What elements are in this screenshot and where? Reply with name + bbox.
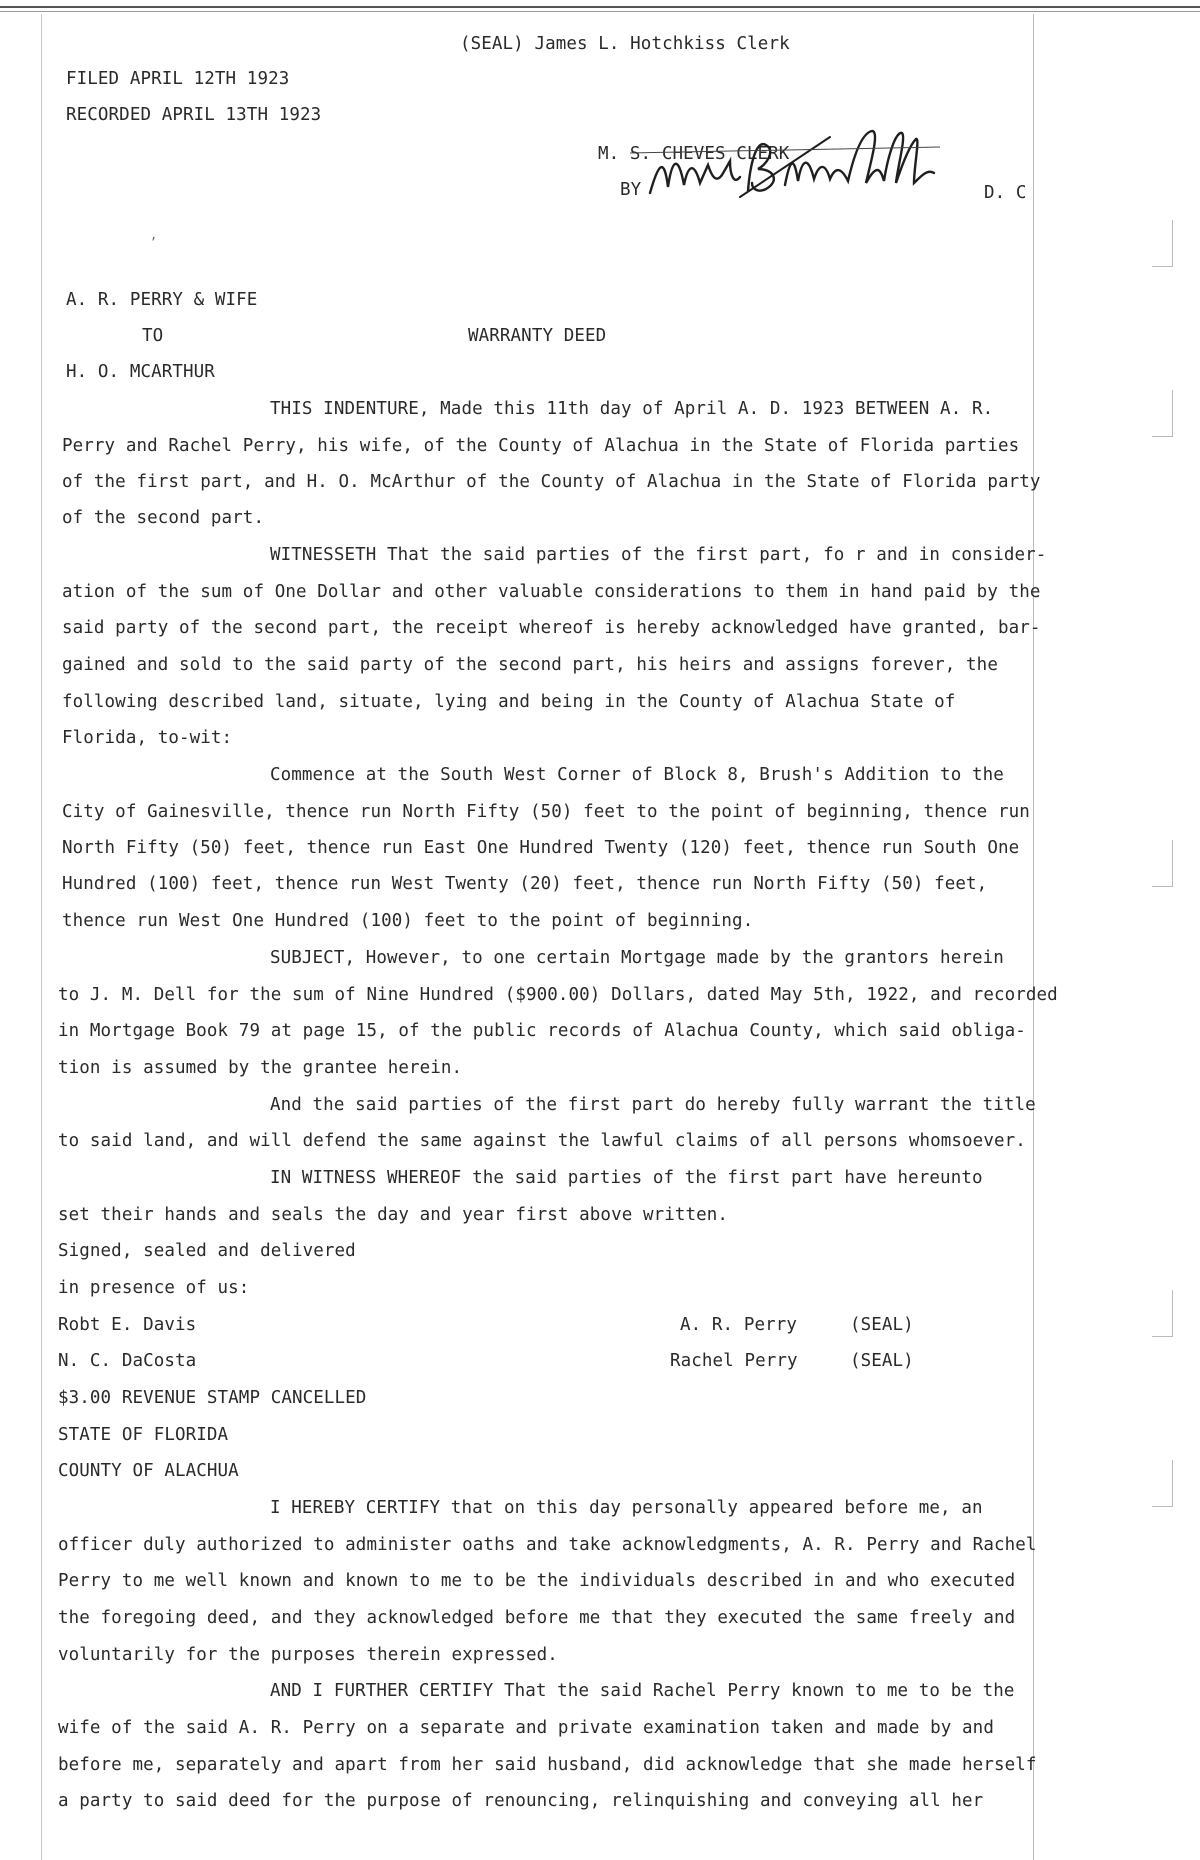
stray-mark: , (150, 228, 158, 242)
body-line: Hundred (100) feet, thence run West Twenty (20) feet, thence run North Fifty (50) feet, (62, 874, 988, 894)
right-margin-line (1033, 14, 1034, 1860)
grantor-name: A. R. PERRY & WIFE (66, 290, 258, 310)
certificate-line: AND I FURTHER CERTIFY That the said Rachel Perry known to me to be the (270, 1681, 1015, 1701)
body-line: And the said parties of the first part do hereby fully warrant the title (270, 1095, 1036, 1115)
body-line: in Mortgage Book 79 at page 15, of the public records of Alachua County, which said obliga- (58, 1021, 1026, 1041)
body-line: to said land, and will defend the same against the lawful claims of all persons whomsoever. (58, 1131, 1026, 1151)
state-venue: STATE OF FLORIDA (58, 1425, 229, 1445)
body-line: ation of the sum of One Dollar and other valuable considerations to them in hand paid by the (62, 582, 1041, 602)
body-line: gained and sold to the said party of the second part, his heirs and assigns forever, the (62, 655, 998, 675)
seal-clerk-line: (SEAL) James L. Hotchkiss Clerk (460, 34, 790, 54)
margin-tick (1152, 1290, 1173, 1337)
body-line: of the first part, and H. O. McArthur of the County of Alachua in the State of Florida party (62, 472, 1041, 492)
body-line: said party of the second part, the receipt whereof is hereby acknowledged have granted, bar- (62, 618, 1041, 638)
body-line: Commence at the South West Corner of Block 8, Brush's Addition to the (270, 765, 1004, 785)
witness-name: N. C. DaCosta (58, 1351, 197, 1371)
certificate-line: voluntarily for the purposes therein expressed. (58, 1645, 558, 1665)
certificate-line: the foregoing deed, and they acknowledged before me that they executed the same freely and (58, 1608, 1016, 1628)
seal-mark: (SEAL) (850, 1315, 914, 1335)
top-border-thin (0, 11, 1200, 12)
top-border (0, 6, 1200, 8)
by-label: BY (620, 180, 642, 200)
body-line: THIS INDENTURE, Made this 11th day of April A. D. 1923 BETWEEN A. R. (270, 399, 994, 419)
certificate-line: wife of the said A. R. Perry on a separate and private examination taken and made by and (58, 1718, 994, 1738)
document-type: WARRANTY DEED (468, 326, 607, 346)
seal-mark: (SEAL) (850, 1351, 914, 1371)
certificate-line: I HEREBY CERTIFY that on this day personally appeared before me, an (270, 1498, 983, 1518)
body-line: WITNESSETH That the said parties of the first part, fo r and in consider- (270, 545, 1047, 565)
clerk-name: M. S. CHEVES CLERK (598, 144, 790, 164)
county-venue: COUNTY OF ALACHUA (58, 1461, 239, 1481)
signer-name: Rachel Perry (670, 1351, 798, 1371)
body-line: City of Gainesville, thence run North Fifty (50) feet to the point of beginning, thence run (62, 802, 1030, 822)
margin-tick (1152, 220, 1173, 267)
filed-date: FILED APRIL 12TH 1923 (66, 69, 290, 89)
body-line: to J. M. Dell for the sum of Nine Hundred ($900.00) Dollars, dated May 5th, 1922, and recorded (58, 985, 1058, 1005)
certificate-line: Perry to me well known and known to me to be the individuals described in and who executed (58, 1571, 1016, 1591)
certificate-line: before me, separately and apart from her said husband, did acknowledge that she made herself (58, 1755, 1037, 1775)
recorded-date: RECORDED APRIL 13TH 1923 (66, 105, 322, 125)
body-line: Florida, to-wit: (62, 728, 233, 748)
deputy-clerk-signature (580, 125, 960, 205)
body-line: thence run West One Hundred (100) feet to the point of beginning. (62, 911, 754, 931)
body-line: set their hands and seals the day and year first above written. (58, 1205, 729, 1225)
body-line: North Fifty (50) feet, thence run East One Hundred Twenty (120) feet, thence run South One (62, 838, 1020, 858)
witness-name: Robt E. Davis (58, 1315, 197, 1335)
certificate-line: a party to said deed for the purpose of renouncing, relinquishing and conveying all her (58, 1791, 984, 1811)
revenue-stamp-note: $3.00 REVENUE STAMP CANCELLED (58, 1388, 367, 1408)
deputy-clerk-label: D. C (984, 183, 1027, 203)
signature-icon (580, 125, 960, 205)
body-line: Perry and Rachel Perry, his wife, of the County of Alachua in the State of Florida parties (62, 436, 1020, 456)
left-margin-line (41, 14, 42, 1860)
body-line: IN WITNESS WHEREOF the said parties of the first part have hereunto (270, 1168, 983, 1188)
grantee-name: H. O. MCARTHUR (66, 362, 215, 382)
body-line: in presence of us: (58, 1278, 250, 1298)
to-label: TO (142, 326, 164, 346)
body-line: Signed, sealed and delivered (58, 1241, 356, 1261)
body-line: tion is assumed by the grantee herein. (58, 1058, 463, 1078)
signer-name: A. R. Perry (680, 1315, 797, 1335)
margin-tick (1152, 1460, 1173, 1507)
body-line: SUBJECT, However, to one certain Mortgage made by the grantors herein (270, 948, 1004, 968)
body-line: following described land, situate, lying and being in the County of Alachua State of (62, 692, 956, 712)
margin-tick (1152, 390, 1173, 437)
margin-tick (1152, 840, 1173, 887)
body-line: of the second part. (62, 508, 265, 528)
certificate-line: officer duly authorized to administer oaths and take acknowledgments, A. R. Perry and Rachel (58, 1535, 1037, 1555)
